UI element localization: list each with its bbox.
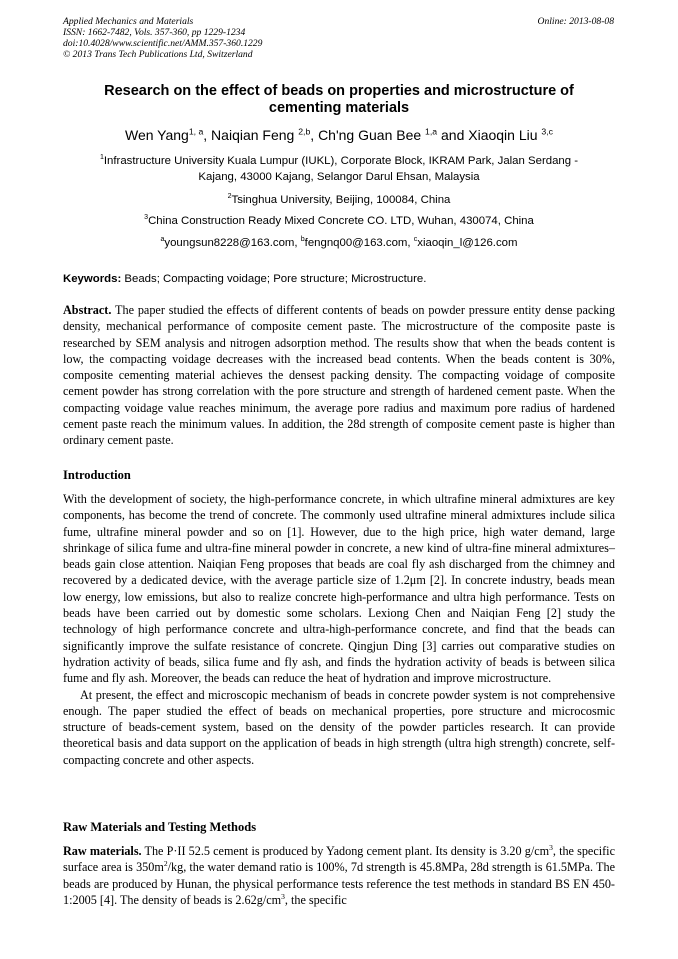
superscript: 3 <box>281 891 285 901</box>
affiliation-text: Tsinghua University, Beijing, 100084, China <box>231 194 451 206</box>
email-sup: c <box>413 236 418 244</box>
superscript: 3 <box>549 842 553 852</box>
copyright-line: © 2013 Trans Tech Publications Ltd, Switzerland <box>63 49 253 60</box>
affiliation-text: Infrastructure University Kuala Lumpur (IUKL), Corporate Block, IKRAM Park, Jalan Serdang - <box>103 155 579 167</box>
email-sup: b <box>300 236 305 244</box>
affiliation-text: Kajang, 43000 Kajang, Selangor Darul Ehsan, Malaysia <box>198 171 480 183</box>
affiliation-text: China Construction Ready Mixed Concrete CO. LTD, Wuhan, 430074, China <box>148 215 534 227</box>
keywords-text: Beads; Compacting voidage; Pore structure; Microstructure. <box>121 273 427 285</box>
email-link[interactable]: youngsun8228@163.com, <box>164 237 301 249</box>
title-line-2: cementing materials <box>268 100 410 116</box>
paragraph-text: , the specific <box>284 892 347 907</box>
email-link[interactable]: fengnq00@163.com, <box>304 237 414 249</box>
affiliation-3 <box>63 213 615 229</box>
journal-name: Applied Mechanics and Materials <box>63 16 194 27</box>
title-line-1: Research on the effect of beads on properties and microstructure of <box>104 83 574 99</box>
abstract-label: Abstract. <box>63 303 112 317</box>
superscript: 2 <box>163 859 168 869</box>
affiliation-1 <box>63 153 615 185</box>
affiliation-sup: 3 <box>144 214 149 222</box>
author-name: Wen Yang <box>124 127 189 143</box>
email-sup: a <box>160 236 165 244</box>
raw-materials-body <box>63 843 615 908</box>
journal-header <box>63 16 614 60</box>
author-sup: 1, a <box>188 126 204 137</box>
section-heading-raw-materials: Raw Materials and Testing Methods <box>63 820 257 834</box>
paragraph-text: , the specific surface area is 350m <box>63 844 615 875</box>
author-sup: 3,c <box>541 126 553 137</box>
introduction-body <box>63 491 615 768</box>
email-link[interactable]: xiaoqin_l@126.com <box>417 237 518 249</box>
paragraph: At present, the effect and microscopic mechanism of beads in concrete powder system is not comprehensive enough. The paper studied the effect of beads on mechanical properties, pore structure and microcosmic structure of beads-cement system, based on the density of the powder particles research. It can provide theoretical basis and data support on the application of beads in high strength (ultra high strength) concrete, self-compacting concrete and other aspects. <box>63 687 615 767</box>
author-sup: 2,b <box>298 126 311 137</box>
keywords-label: Keywords: <box>63 273 122 285</box>
paper-title <box>63 83 615 117</box>
author-list <box>63 127 615 143</box>
paragraph-text: /kg, the water demand ratio is 100%, 7d strength is 45.8MPa, 28d strength is 61.5MPa. The beads are produced by Hunan, the physical performance tests reference the test methods in standard BS EN 450-1:2005 [4]. The density of beads is 2.62g/cm <box>63 860 615 907</box>
paragraph: With the development of society, the high-performance concrete, in which ultrafine mineral admixtures are key components, has become the trend of concrete. The commonly used ultrafine mineral admixtures include silica fume, ultrafine mineral powder and so on [1]. However, due to the high price, high water demand, large shrinkage of silica fume and ultra-fine mineral powder in concrete, a new kind of ultra-fine mineral admixtures–beads gain close attention. Naiqian Feng proposes that beads are coal fly ash discharged from the chimney and recovered by a dedicated device, with the average particle size of 1.2μm [2]. In concrete industry, beads mean low energy, low emissions, but also to realize concrete high-performance and ultra high performance. Tests on beads have been carried out by domestic some scholars. Lexiong Chen and Naiqian Feng [2] study the technology of high performance concrete and ultra-high-performance concrete, and find that the beads can significantly improve the sulfate resistance of concrete. Qingjun Ding [3] carries out comparative studies on hydration activity of beads, silica fume and fly ash, and finds the hydration activity of beads is between silica fume and fly ash. Moreover, the beads can reduce the heat of hydration and improve microstructure. <box>63 492 615 686</box>
affiliation-sup: 1 <box>99 154 104 162</box>
abstract-text: The paper studied the effects of different contents of beads on powder pressure entity dense packing density, mechanical performance of composite cement paste. The microstructure of the composite paste is researched by SEM analysis and nitrogen adsorption method. The results show that when the beads content is low, the compacting voidage decreases with the increased bead contents. When the beads content is 30%, composite cementing material achieves the densest packing density. The compacting voidage of composite cement powder has strong correlation with the pore structure and strength of hardened cement paste. When the compacting voidage value reaches minimum, the average pore radius and maximum pore radius of hardened cement paste reach the minimum values. In addition, the 28d strength of composite cement paste is higher than ordinary cement paste. <box>63 303 615 448</box>
author-separator: and Xiaoqin Liu <box>437 127 542 143</box>
online-date: Online: 2013-08-08 <box>537 16 614 27</box>
abstract <box>63 302 615 449</box>
affiliation-2 <box>63 192 615 208</box>
issn-line: ISSN: 1662-7482, Vols. 357-360, pp 1229-1234 <box>63 27 246 38</box>
affiliation-sup: 2 <box>227 193 232 201</box>
subsection-label: Raw materials. <box>63 844 142 858</box>
author-separator: , Naiqian Feng <box>203 127 299 143</box>
paragraph-text: The P·II 52.5 cement is produced by Yadong cement plant. Its density is 3.20 g/cm <box>141 844 550 858</box>
keywords <box>63 272 615 286</box>
author-separator: , Ch'ng Guan Bee <box>310 127 426 143</box>
author-emails <box>63 235 615 251</box>
section-heading-introduction: Introduction <box>63 468 131 482</box>
author-sup: 1,a <box>425 126 438 137</box>
doi-line[interactable]: doi:10.4028/www.scientific.net/AMM.357-360.1229 <box>63 38 263 49</box>
